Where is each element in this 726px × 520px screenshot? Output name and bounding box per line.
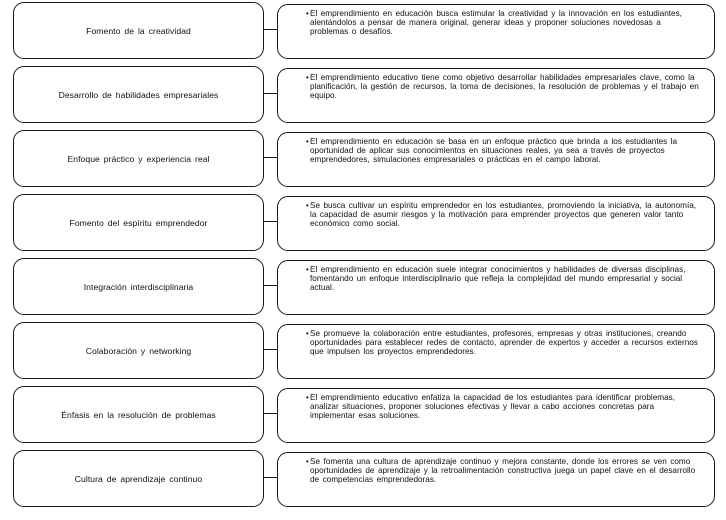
bullet-icon: •: [306, 201, 309, 210]
diagram-row: [13, 130, 716, 189]
bullet-icon: •: [306, 457, 309, 466]
concept-description: El emprendimiento educativo tiene como objetivo desarrollar habilidades empresariales clave, como la planificación, la gestión de recursos, la toma de decisiones, la resolución de problemas y el trabajo en equipo.: [310, 73, 699, 101]
connector-line: [263, 221, 278, 222]
concept-description-box: [277, 452, 715, 507]
connector-line: [263, 93, 278, 94]
connector-line: [263, 29, 278, 30]
concept-description: El emprendimiento educativo enfatiza la capacidad de los estudiantes para identificar problemas, analizar situaciones, proponer soluciones efectivas y llevar a cabo acciones concretas para implementar esas soluciones.: [310, 393, 676, 421]
concept-description-box: [277, 260, 715, 315]
concept-description: Se promueve la colaboración entre estudiantes, profesores, empresas y otras instituciones, creando oportunidades para establecer redes de contacto, aprender de expertos y acceder a recursos externos que impulsen los proyectos emprendedores.: [310, 329, 698, 357]
concept-title: Fomento del espíritu emprendedor: [69, 217, 208, 228]
concept-title: Integración interdisciplinaria: [83, 281, 194, 292]
diagram-row: [13, 322, 716, 381]
concept-title-box: [13, 2, 264, 59]
concept-description-box: [277, 196, 715, 251]
bullet-icon: •: [306, 265, 309, 274]
diagram-row: [13, 258, 716, 317]
connector-line: [263, 157, 278, 158]
concept-description: El emprendimiento en educación se basa en un enfoque práctico que brinda a los estudiantes la oportunidad de aplicar sus conocimientos en situaciones reales, ya sea a través de proyectos emprendedores, simulaciones empresariales o prácticas en el campo laboral.: [310, 137, 678, 165]
concept-title: Desarrollo de habilidades empresariales: [58, 89, 219, 100]
concept-title: Cultura de aprendizaje continuo: [74, 473, 203, 484]
concept-title: Enfoque práctico y experiencia real: [67, 153, 210, 164]
diagram-row: [13, 194, 716, 253]
concept-description-box: [277, 132, 715, 187]
concept-title-box: [13, 130, 264, 187]
concept-title-box: [13, 322, 264, 379]
concept-title-box: [13, 66, 264, 123]
connector-line: [263, 349, 278, 350]
concept-title: Colaboración y networking: [85, 345, 192, 356]
concept-description-box: [277, 324, 715, 379]
concept-title-box: [13, 258, 264, 315]
bullet-icon: •: [306, 137, 309, 146]
diagram-row: [13, 386, 716, 445]
bullet-icon: •: [306, 329, 309, 338]
bullet-icon: •: [306, 9, 309, 18]
concept-title-box: [13, 386, 264, 443]
diagram-row: [13, 450, 716, 509]
diagram-row: [13, 66, 716, 125]
concept-description: Se fomenta una cultura de aprendizaje continuo y mejora constante, donde los errores se ven como oportunidades de aprendizaje y la retroalimentación constructiva juega un papel clave en el desarrollo de competencias emprendedoras.: [310, 457, 696, 485]
concept-title-box: [13, 194, 264, 251]
concept-description-box: [277, 388, 715, 443]
concept-description-box: [277, 4, 715, 59]
bullet-icon: •: [306, 393, 309, 402]
concept-description: El emprendimiento en educación suele integrar conocimientos y habilidades de diversas disciplinas, fomentando un enfoque interdisciplinario que refleja la complejidad del mundo empresarial y social actual.: [310, 265, 686, 293]
bullet-icon: •: [306, 73, 309, 82]
connector-line: [263, 477, 278, 478]
connector-line: [263, 413, 278, 414]
concept-description-box: [277, 68, 715, 123]
concept-description: El emprendimiento en educación busca estimular la creatividad y la innovación en los estudiantes, alentándolos a pensar de manera original, generar ideas y proponer soluciones novedosas a problemas o desafíos.: [310, 9, 682, 37]
concept-description: Se busca cultivar un espíritu emprendedor en los estudiantes, promoviendo la iniciativa, la autonomía, la capacidad de asumir riesgos y la motivación para emprender proyectos que generen valor tanto económico como social.: [310, 201, 697, 229]
concept-title: Énfasis en la resolución de problemas: [61, 409, 216, 420]
concept-title-box: [13, 450, 264, 507]
connector-line: [263, 285, 278, 286]
concept-title: Fomento de la creatividad: [86, 25, 191, 36]
diagram-row: [13, 2, 716, 61]
